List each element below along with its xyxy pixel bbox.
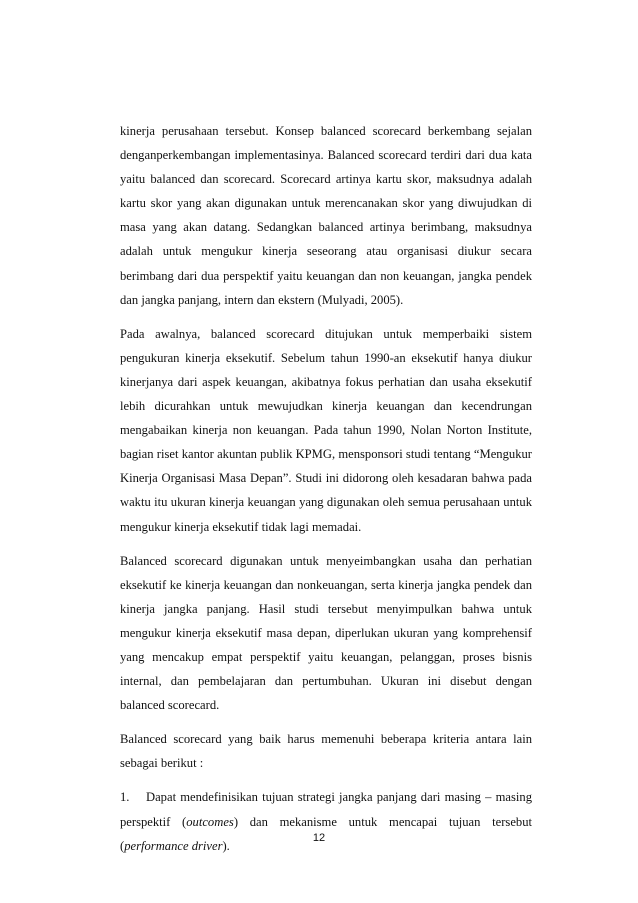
performance-driver-term: performance driver: [124, 838, 223, 853]
page-number: 12: [312, 832, 326, 844]
body-text: [120, 119, 532, 858]
list-item-text-after: ).: [222, 838, 230, 853]
paragraph-purpose: Balanced scorecard digunakan untuk menyeimbangkan usaha dan perhatian eksekutif ke kinerja keuangan dan nonkeuangan, serta kinerja jangka pendek dan kinerja jangka panjang. Hasil studi tersebut menyimpulkan bahwa untuk mengukur kinerja eksekutif masa depan, diperlukan ukuran yang komprehensif yang mencakup empat perspektif yaitu keuangan, pelanggan, proses bisnis internal, dan pembelajaran dan pertumbuhan. Ukuran ini disebut dengan balanced scorecard.: [120, 553, 532, 713]
list-item-number: 1.: [120, 790, 130, 805]
list-item: [120, 785, 532, 857]
paragraph-balanced-scorecard-definition: kinerja perusahaan tersebut. Konsep balanced scorecard berkembang sejalan denganperkembangan implementasinya. Balanced scorecard terdiri dari dua kata yaitu balanced dan scorecard. Scorecard artinya kartu skor, maksudnya adalah kartu skor yang akan digunakan untuk merencanakan skor yang diwujudkan di masa yang akan datang. Sedangkan balanced artinya berimbang, maksudnya adalah untuk mengukur kinerja seseorang atau organisasi diukur secara berimbang dari dua perspektif yaitu keuangan dan non keuangan, jangka pendek dan jangka panjang, intern dan ekstern (Mulyadi, 2005).: [120, 124, 532, 307]
paragraph-criteria-intro: Balanced scorecard yang baik harus memenuhi beberapa kriteria antara lain sebagai berikut :: [120, 732, 532, 771]
outcomes-term: outcomes: [186, 814, 234, 829]
list-item-text-middle: ) dan mekanisme untuk mencapai tujuan tersebut (: [120, 814, 532, 853]
paragraph-history: Pada awalnya, balanced scorecard ditujukan untuk memperbaiki sistem pengukuran kinerja eksekutif. Sebelum tahun 1990-an eksekutif hanya diukur kinerjanya dari aspek keuangan, akibatnya fokus perhatian dan usaha eksekutif lebih dicurahkan untuk mewujudkan kinerja keuangan dan kecendrungan mengabaikan kinerja non keuangan. Pada tahun 1990, Nolan Norton Institute, bagian riset kantor akuntan publik KPMG, mensponsori studi tentang “Mengukur Kinerja Organisasi Masa Depan”. Studi ini didorong oleh kesadaran bahwa pada waktu itu ukuran kinerja keuangan yang digunakan oleh semua perusahaan untuk mengukur kinerja eksekutif tidak lagi memadai.: [120, 326, 532, 534]
list-item-text-before: Dapat mendefinisikan tujuan strategi jangka panjang dari masing – masing perspektif (: [120, 790, 532, 829]
